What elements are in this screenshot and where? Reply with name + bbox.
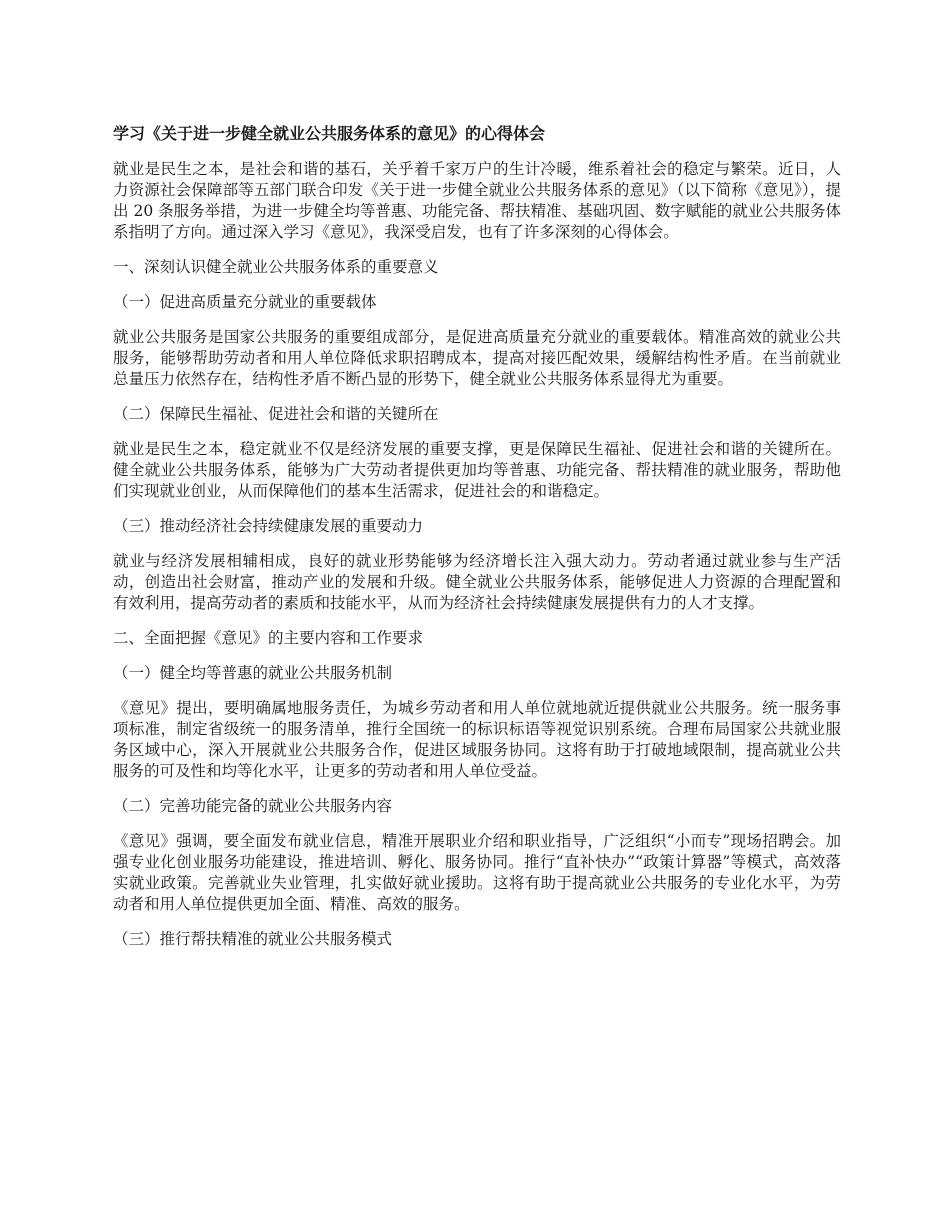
subsection-heading-2-1: （一）健全均等普惠的就业公共服务机制 — [113, 664, 393, 682]
subsection-heading-1-3: （三）推动经济社会持续健康发展的重要动力 — [113, 517, 424, 535]
document-page — [113, 123, 841, 964]
paragraph-1-2: 就业是民生之本，稳定就业不仅是经济发展的重要支撑，更是保障民生福祉、促进社会和谐的关键所在。健全就业公共服务体系，能够为广大劳动者提供更加均等普惠、功能完备、帮扶精准的就业服务，帮助他们实现就业创业，从而保障他们的基本生活需求，促进社会的和谐稳定。 — [113, 440, 841, 500]
section-heading-1: 一、深刻认识健全就业公共服务体系的重要意义 — [113, 258, 439, 276]
subsection-heading-1-2: （二）保障民生福祉、促进社会和谐的关键所在 — [113, 405, 439, 423]
document-title: 学习《关于进一步健全就业公共服务体系的意见》的心得体会 — [113, 124, 546, 143]
subsection-heading-2-3: （三）推行帮扶精准的就业公共服务模式 — [113, 930, 393, 948]
paragraph-2-1: 《意见》提出，要明确属地服务责任，为城乡劳动者和用人单位就地就近提供就业公共服务。统一服务事项标准，制定省级统一的服务清单，推行全国统一的标识标语等视觉识别系统。合理布局国家公共就业服务区域中心，深入开展就业公共服务合作，促进区域服务协同。这将有助于打破地域限制，提高就业公共服务的可及性和均等化水平，让更多的劳动者和用人单位受益。 — [113, 699, 841, 780]
paragraph-2-2: 《意见》强调，要全面发布就业信息，精准开展职业介绍和职业指导，广泛组织“小而专”现场招聘会。加强专业化创业服务功能建设，推进培训、孵化、服务协同。推行“直补快办”“政策计算器”等模式，高效落实就业政策。完善就业失业管理，扎实做好就业援助。这将有助于提高就业公共服务的专业化水平，为劳动者和用人单位提供更加全面、精准、高效的服务。 — [113, 832, 841, 913]
paragraph-1-1: 就业公共服务是国家公共服务的重要组成部分，是促进高质量充分就业的重要载体。精准高效的就业公共服务，能够帮助劳动者和用人单位降低求职招聘成本，提高对接匹配效果，缓解结构性矛盾。在当前就业总量压力依然存在，结构性矛盾不断凸显的形势下，健全就业公共服务体系显得尤为重要。 — [113, 328, 841, 388]
intro-paragraph: 就业是民生之本，是社会和谐的基石，关乎着千家万户的生计冷暖，维系着社会的稳定与繁荣。近日，人力资源社会保障部等五部门联合印发《关于进一步健全就业公共服务体系的意见》（以下简称《意见》），提出 20 条服务举措，为进一步健全均等普惠、功能完备、帮扶精准、基础巩固、数字赋能的就业公共服务体系指明了方向。通过深入学习《意见》，我深受启发，也有了许多深刻的心得体会。 — [113, 160, 841, 241]
section-heading-2: 二、全面把握《意见》的主要内容和工作要求 — [113, 629, 424, 647]
paragraph-1-3: 就业与经济发展相辅相成，良好的就业形势能够为经济增长注入强大动力。劳动者通过就业参与生产活动，创造出社会财富，推动产业的发展和升级。健全就业公共服务体系，能够促进人力资源的合理配置和有效利用，提高劳动者的素质和技能水平，从而为经济社会持续健康发展提供有力的人才支撑。 — [113, 552, 841, 612]
subsection-heading-1-1: （一）促进高质量充分就业的重要载体 — [113, 293, 377, 311]
subsection-heading-2-2: （二）完善功能完备的就业公共服务内容 — [113, 797, 393, 815]
